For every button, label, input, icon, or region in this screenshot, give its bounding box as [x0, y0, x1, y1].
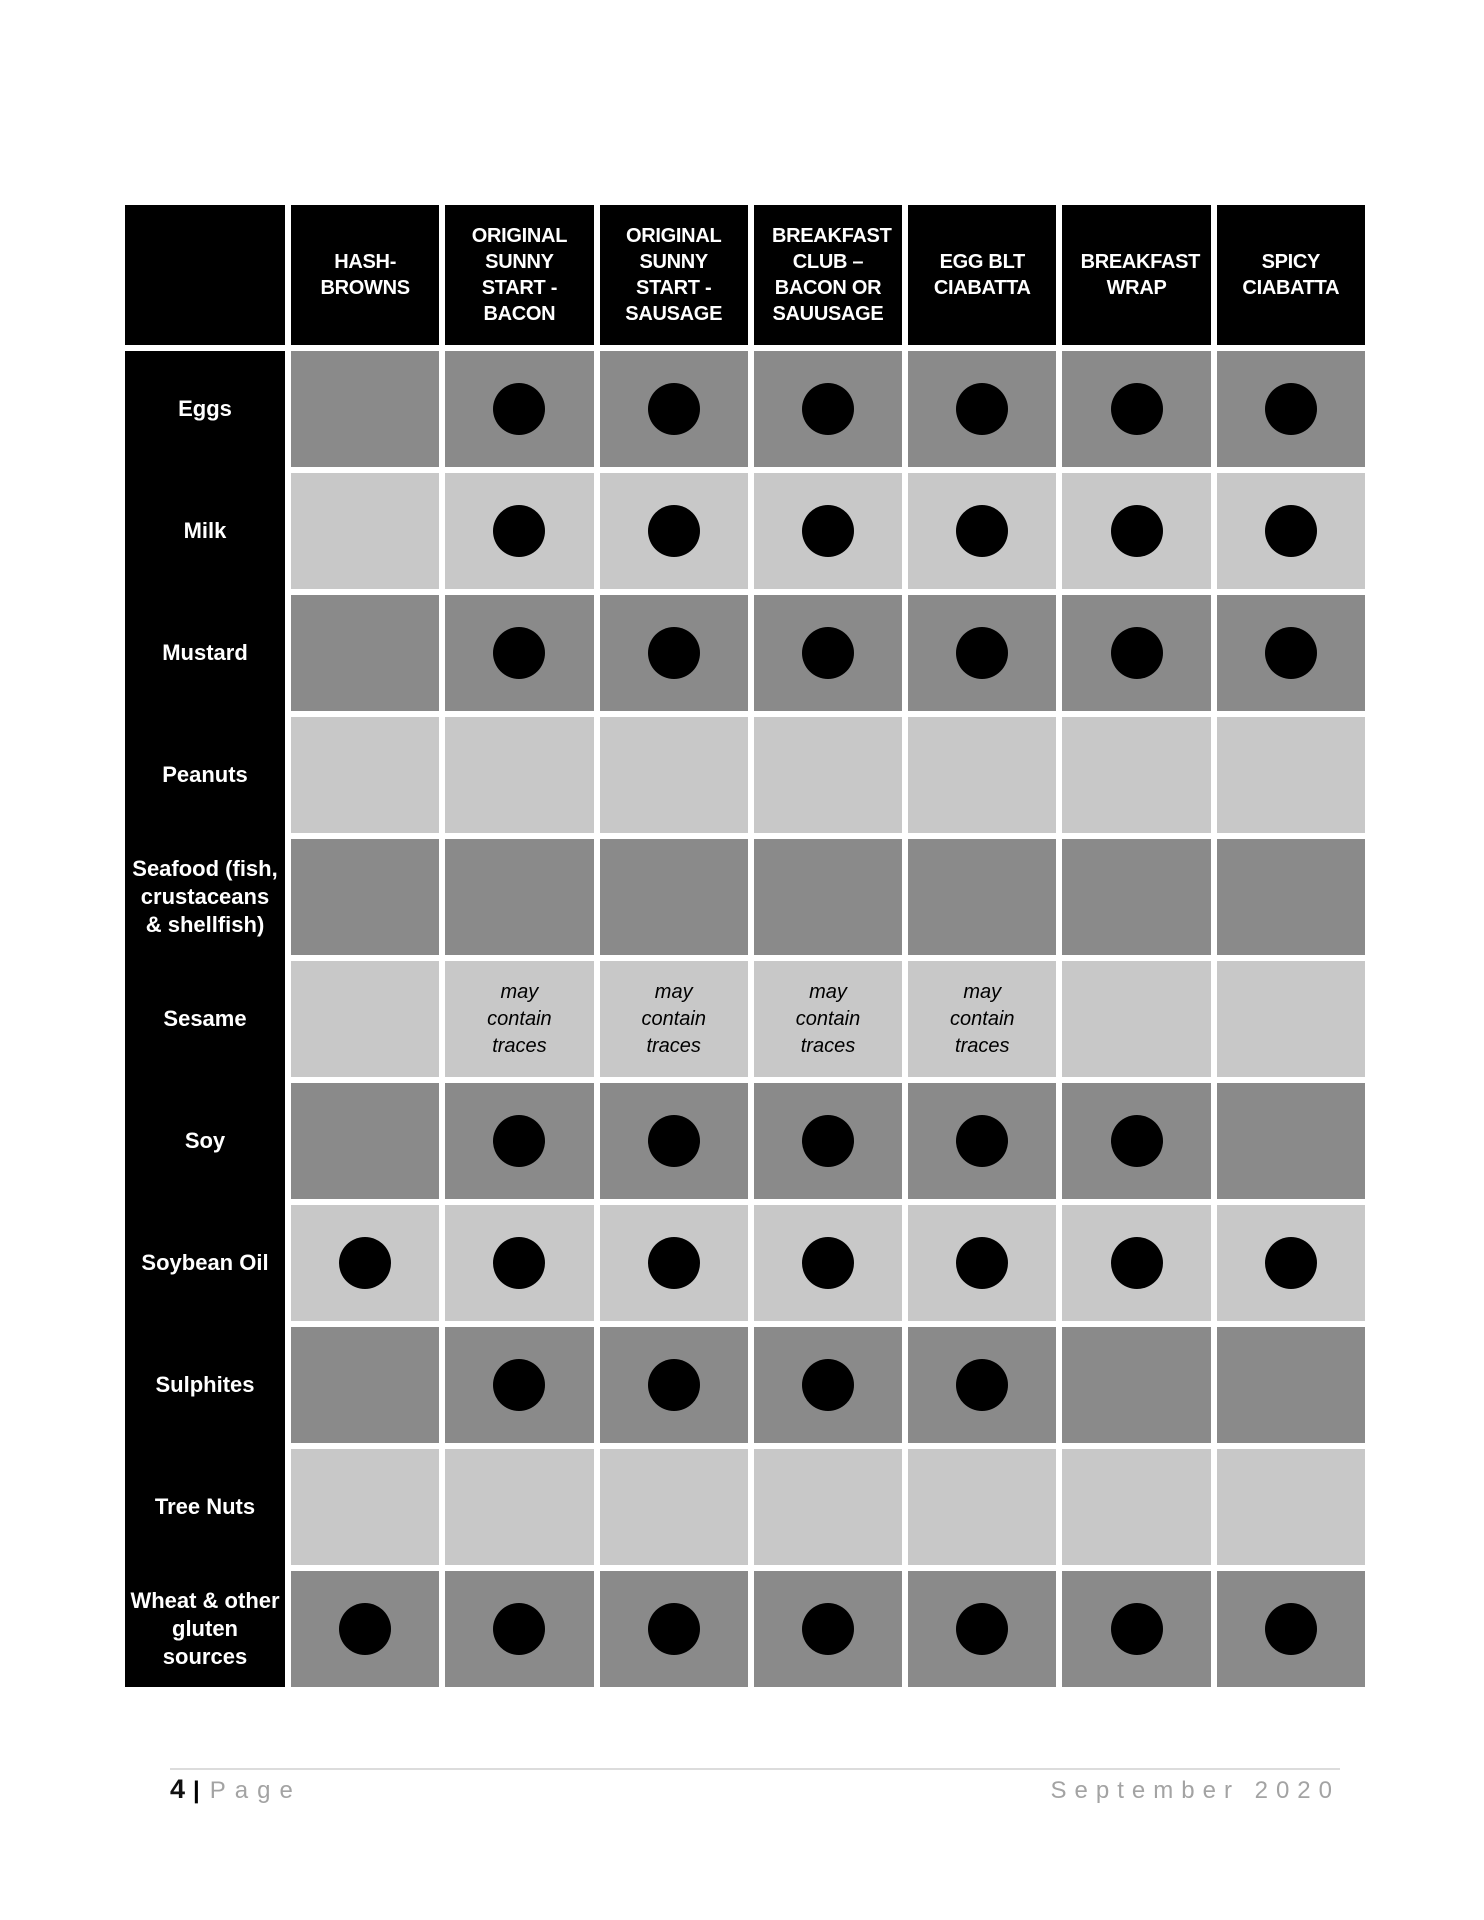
allergen-cell: [754, 961, 902, 1077]
allergen-cell: [754, 717, 902, 833]
allergen-dot: [956, 1359, 1008, 1411]
allergen-dot: [1265, 1237, 1317, 1289]
row-label: Soybean Oil: [141, 1250, 269, 1276]
allergen-cell: [445, 1205, 593, 1321]
allergen-cell: [445, 839, 593, 955]
allergen-dot: [956, 383, 1008, 435]
row-label: Wheat & other gluten sources: [130, 1588, 280, 1669]
allergen-dot: [648, 1359, 700, 1411]
footer-page-indicator: [170, 1774, 302, 1805]
allergen-cell: [291, 1571, 439, 1687]
allergen-cell: [445, 595, 593, 711]
allergen-cell: [445, 1083, 593, 1199]
allergen-cell: [754, 1571, 902, 1687]
row-label: Sesame: [163, 1006, 247, 1032]
trace-note: may contain traces: [950, 980, 1015, 1057]
allergen-dot: [493, 1237, 545, 1289]
allergen-cell: [1062, 473, 1210, 589]
allergen-cell: [908, 717, 1056, 833]
row-label: Milk: [183, 518, 227, 544]
allergen-cell: [1062, 351, 1210, 467]
allergen-dot: [648, 1115, 700, 1167]
column-header-label: SPICY CIABATTA: [1242, 251, 1340, 299]
allergen-cell: [754, 839, 902, 955]
allergen-dot: [956, 505, 1008, 557]
allergen-dot: [956, 1237, 1008, 1289]
allergen-dot: [802, 627, 854, 679]
allergen-dot: [1111, 1603, 1163, 1655]
allergen-cell: [1062, 1571, 1210, 1687]
allergen-dot: [339, 1603, 391, 1655]
allergen-cell: [600, 1083, 748, 1199]
allergen-dot: [1111, 627, 1163, 679]
allergen-dot: [648, 383, 700, 435]
allergen-cell: [291, 1083, 439, 1199]
allergen-cell: [1217, 839, 1365, 955]
allergen-dot: [1111, 1237, 1163, 1289]
allergen-cell: [754, 351, 902, 467]
allergen-dot: [802, 1237, 854, 1289]
allergen-dot: [648, 627, 700, 679]
allergen-cell: [754, 1327, 902, 1443]
column-header-label: ORIGINAL SUNNY START - SAUSAGE: [625, 225, 723, 325]
trace-note: may contain traces: [487, 980, 552, 1057]
allergen-cell: [908, 351, 1056, 467]
allergen-cell: [445, 961, 593, 1077]
page-footer: [170, 1774, 1340, 1805]
allergen-cell: [754, 595, 902, 711]
allergen-cell: [1062, 961, 1210, 1077]
allergen-cell: [600, 717, 748, 833]
allergen-cell: [600, 473, 748, 589]
allergen-dot: [1265, 383, 1317, 435]
allergen-dot: [1265, 1603, 1317, 1655]
allergen-dot: [493, 1359, 545, 1411]
allergen-cell: [600, 1571, 748, 1687]
allergen-cell: [1217, 717, 1365, 833]
allergen-dot: [1111, 505, 1163, 557]
allergen-cell: [1217, 1083, 1365, 1199]
allergen-cell: [908, 1327, 1056, 1443]
allergen-cell: [1217, 1449, 1365, 1565]
allergen-dot: [1111, 383, 1163, 435]
page-number: 4: [170, 1774, 186, 1804]
allergen-cell: [1217, 473, 1365, 589]
trace-note: may contain traces: [641, 980, 706, 1057]
column-header-label: HASH-BROWNS: [320, 251, 410, 299]
allergen-cell: [600, 961, 748, 1077]
allergen-dot: [956, 1603, 1008, 1655]
allergen-dot: [648, 1237, 700, 1289]
row-label: Soy: [184, 1128, 226, 1154]
allergen-dot: [493, 1115, 545, 1167]
allergen-cell: [600, 839, 748, 955]
column-header-label: EGG BLT CIABATTA: [933, 251, 1031, 299]
allergen-cell: [754, 1083, 902, 1199]
table-corner-cell: [125, 205, 285, 345]
allergen-cell: [908, 595, 1056, 711]
allergen-dot: [648, 505, 700, 557]
allergen-cell: [291, 1205, 439, 1321]
allergen-cell: [1217, 1571, 1365, 1687]
allergen-cell: [445, 1449, 593, 1565]
allergen-cell: [908, 1205, 1056, 1321]
row-label: Tree Nuts: [154, 1494, 256, 1520]
allergen-cell: [291, 473, 439, 589]
allergen-dot: [1265, 627, 1317, 679]
allergen-cell: [291, 839, 439, 955]
allergen-cell: [1062, 595, 1210, 711]
allergen-cell: [445, 717, 593, 833]
column-header-4: [754, 205, 902, 345]
allergen-cell: [600, 595, 748, 711]
allergen-dot: [493, 627, 545, 679]
allergen-cell: [908, 1083, 1056, 1199]
allergen-cell: [445, 1571, 593, 1687]
allergen-cell: [908, 1449, 1056, 1565]
allergen-cell: [291, 595, 439, 711]
allergen-dot: [802, 383, 854, 435]
allergen-cell: [445, 473, 593, 589]
column-header-2: [445, 205, 593, 345]
allergen-cell: [908, 961, 1056, 1077]
allergen-dot: [802, 1359, 854, 1411]
allergen-cell: [1062, 1327, 1210, 1443]
allergen-dot: [802, 1115, 854, 1167]
allergen-cell: [1062, 1449, 1210, 1565]
allergen-cell: [908, 1571, 1056, 1687]
allergen-cell: [1062, 1205, 1210, 1321]
allergen-dot: [956, 1115, 1008, 1167]
allergen-dot: [648, 1603, 700, 1655]
allergen-cell: [908, 473, 1056, 589]
column-header-label: BREAKFAST WRAP: [1080, 251, 1201, 299]
column-header-3: [600, 205, 748, 345]
allergen-cell: [445, 351, 593, 467]
allergen-cell: [1062, 717, 1210, 833]
allergen-cell: [600, 1327, 748, 1443]
row-label: Mustard: [162, 640, 248, 666]
allergen-cell: [291, 351, 439, 467]
column-header-7: [1217, 205, 1365, 345]
allergen-cell: [1217, 1327, 1365, 1443]
allergen-cell: [754, 1205, 902, 1321]
allergen-dot: [339, 1237, 391, 1289]
row-label: Seafood (fish, crustaceans & shellfish): [132, 856, 278, 937]
allergen-dot: [802, 1603, 854, 1655]
footer-date: September 2020: [1050, 1777, 1340, 1804]
row-label: Peanuts: [162, 762, 248, 788]
column-header-1: [291, 205, 439, 345]
allergen-dot: [493, 383, 545, 435]
allergen-cell: [754, 1449, 902, 1565]
column-header-label: ORIGINAL SUNNY START - BACON: [471, 225, 568, 325]
allergen-dot: [493, 1603, 545, 1655]
allergen-cell: [291, 717, 439, 833]
column-header-label: BREAKFAST CLUB – BACON OR SAUUSAGE: [771, 225, 892, 325]
allergen-table: [125, 205, 1365, 1687]
footer-separator: |: [193, 1777, 200, 1804]
allergen-dot: [1265, 505, 1317, 557]
allergen-cell: [291, 1449, 439, 1565]
allergen-cell: [1062, 1083, 1210, 1199]
allergen-cell: [600, 1205, 748, 1321]
allergen-cell: [1217, 351, 1365, 467]
allergen-cell: [600, 351, 748, 467]
column-header-5: [908, 205, 1056, 345]
allergen-cell: [445, 1327, 593, 1443]
allergen-cell: [908, 839, 1056, 955]
allergen-dot: [493, 505, 545, 557]
column-header-6: [1062, 205, 1210, 345]
row-label: Sulphites: [155, 1372, 255, 1398]
allergen-cell: [1062, 839, 1210, 955]
allergen-dot: [802, 505, 854, 557]
allergen-cell: [1217, 595, 1365, 711]
footer-rule: [170, 1768, 1340, 1770]
allergen-cell: [1217, 1205, 1365, 1321]
page-word: Page: [209, 1777, 302, 1804]
allergen-cell: [600, 1449, 748, 1565]
allergen-dot: [1111, 1115, 1163, 1167]
allergen-cell: [754, 473, 902, 589]
allergen-cell: [291, 961, 439, 1077]
allergen-cell: [291, 1327, 439, 1443]
row-label: Eggs: [178, 396, 232, 422]
allergen-dot: [956, 627, 1008, 679]
trace-note: may contain traces: [795, 980, 861, 1057]
allergen-cell: [1217, 961, 1365, 1077]
